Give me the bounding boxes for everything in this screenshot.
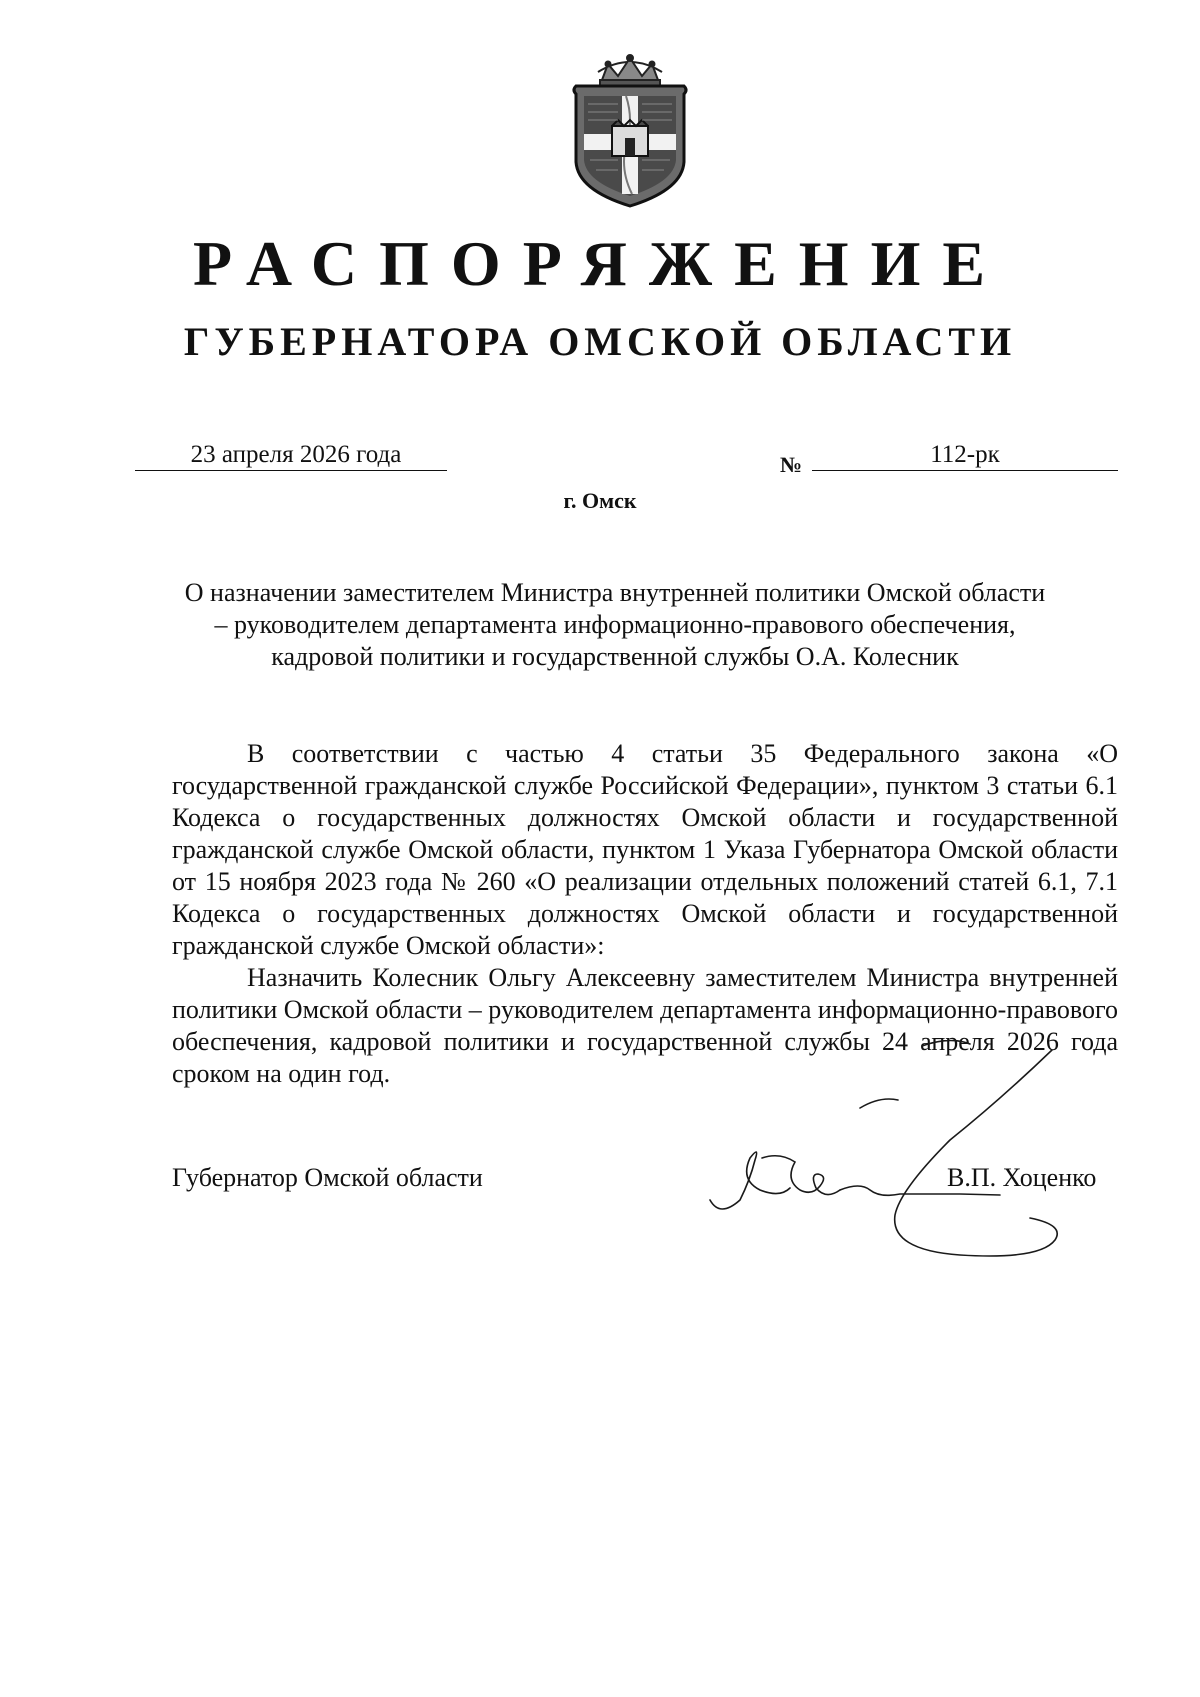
signatory-position: Губернатор Омской области xyxy=(172,1163,483,1192)
signatory-name: В.П. Хоценко xyxy=(947,1163,1097,1192)
document-city: г. Омск xyxy=(563,488,637,513)
body-paragraph-appointment: Назначить Колесник Ольгу Алексеевну заместителем Министра внутренней политики Омской области – руководителем департамента информационно-правового обеспечения, кадровой политики и государственной службы 24 апреля 2026 года сроком на один год. xyxy=(172,963,1118,1088)
document-title: РАСПОРЯЖЕНИЕ xyxy=(192,228,1008,299)
omsk-coat-of-arms-icon xyxy=(562,50,698,210)
document-number: 112-рк xyxy=(812,440,1118,471)
document-subtitle: ГУБЕРНАТОРА ОМСКОЙ ОБЛАСТИ xyxy=(183,319,1017,364)
document-body xyxy=(172,738,1118,1090)
document-date: 23 апреля 2026 года xyxy=(135,440,447,471)
number-sign: № xyxy=(780,452,803,477)
body-paragraph-basis: В соответствии с частью 4 статьи 35 Федерального закона «О государственной гражданской службе Российской Федерации», пунктом 3 статьи 6.1 Кодекса о государственных должностях Омской области и государственной гражданской службе Омской области, пунктом 1 Указа Губернатора Омской области от 15 ноября 2023 года № 260 «О реализации отдельных положений статей 6.1, 7.1 Кодекса о государственных должностях Омской области и государственной гражданской службе Омской области»: xyxy=(172,739,1118,960)
handwritten-signature xyxy=(700,1040,1080,1265)
document-subject: О назначении заместителем Министра внутренней политики Омской области – руководителем департамента информационно-правового обеспечения, кадровой политики и государственной службы О.А. Колесник xyxy=(184,578,1046,671)
